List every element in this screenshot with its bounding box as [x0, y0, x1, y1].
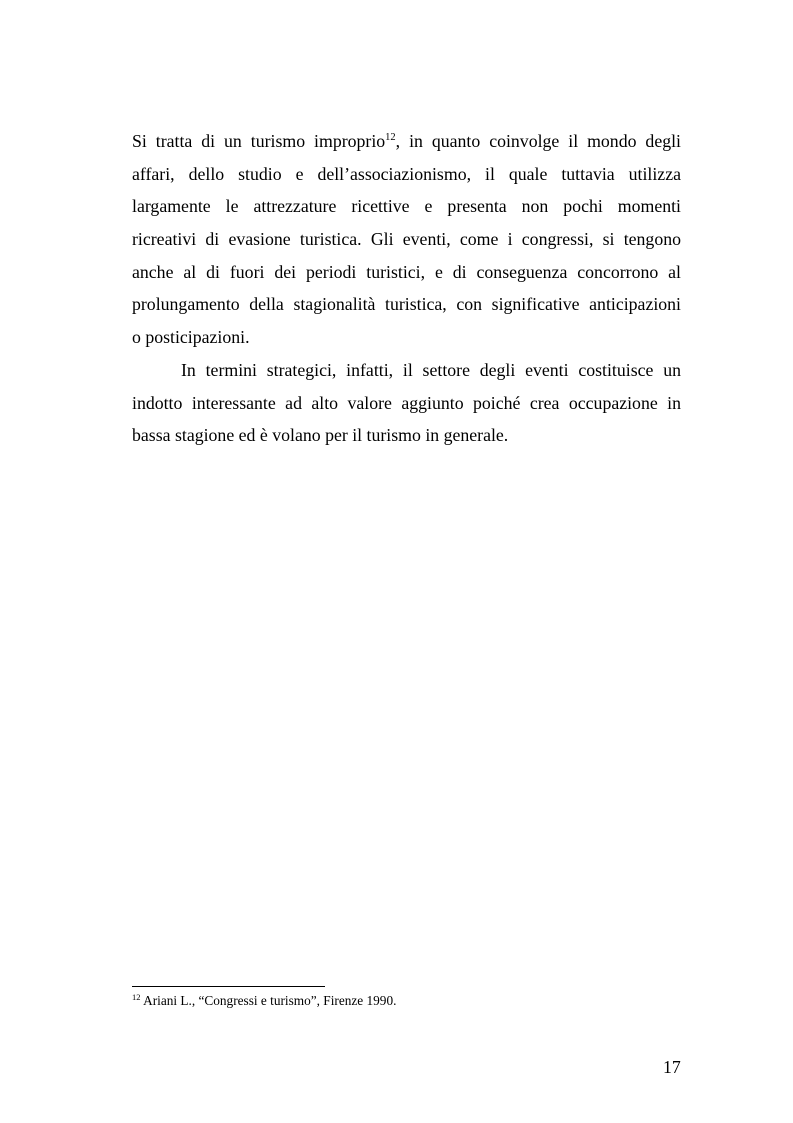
footnote-number: 12	[132, 992, 141, 1002]
paragraph-2-line-3: bassa stagione ed è volano per il turismo in generale.	[132, 425, 509, 446]
paragraph-2-line-2: indotto interessante ad alto valore aggiunto poiché crea occupazione in	[132, 392, 681, 413]
paragraph-1-line-3: largamente le attrezzature ricettive e presenta non pochi momenti	[132, 196, 681, 217]
footnote-text: Ariani L., “Congressi e turismo”, Firenze 1990.	[140, 993, 397, 1008]
footnote	[132, 992, 396, 1010]
footnote-separator	[132, 986, 325, 987]
paragraph-1-line-1-text: Si tratta di un turismo improprio	[132, 131, 386, 151]
paragraph-1-line-1-continuation: , in quanto coinvolge il mondo degli	[395, 131, 681, 151]
paragraph-1-line-6: prolungamento della stagionalità turistica, con significative anticipazioni	[132, 294, 681, 315]
paragraph-1-line-4: ricreativi di evasione turistica. Gli eventi, come i congressi, si tengono	[132, 229, 681, 250]
body-text	[132, 125, 681, 452]
paragraph-1-line-5: anche al di fuori dei periodi turistici, e di conseguenza concorrono al	[132, 261, 681, 282]
paragraph-2-line-1: In termini strategici, infatti, il settore degli eventi costituisce un	[181, 359, 681, 380]
paragraph-1-line-2: affari, dello studio e dell’associazionismo, il quale tuttavia utilizza	[132, 163, 681, 184]
page-number: 17	[663, 1057, 681, 1077]
paragraph-1-line-1	[132, 125, 681, 158]
paragraph-1-line-7: o posticipazioni.	[132, 327, 250, 348]
footnote-reference[interactable]: 12	[385, 132, 396, 143]
